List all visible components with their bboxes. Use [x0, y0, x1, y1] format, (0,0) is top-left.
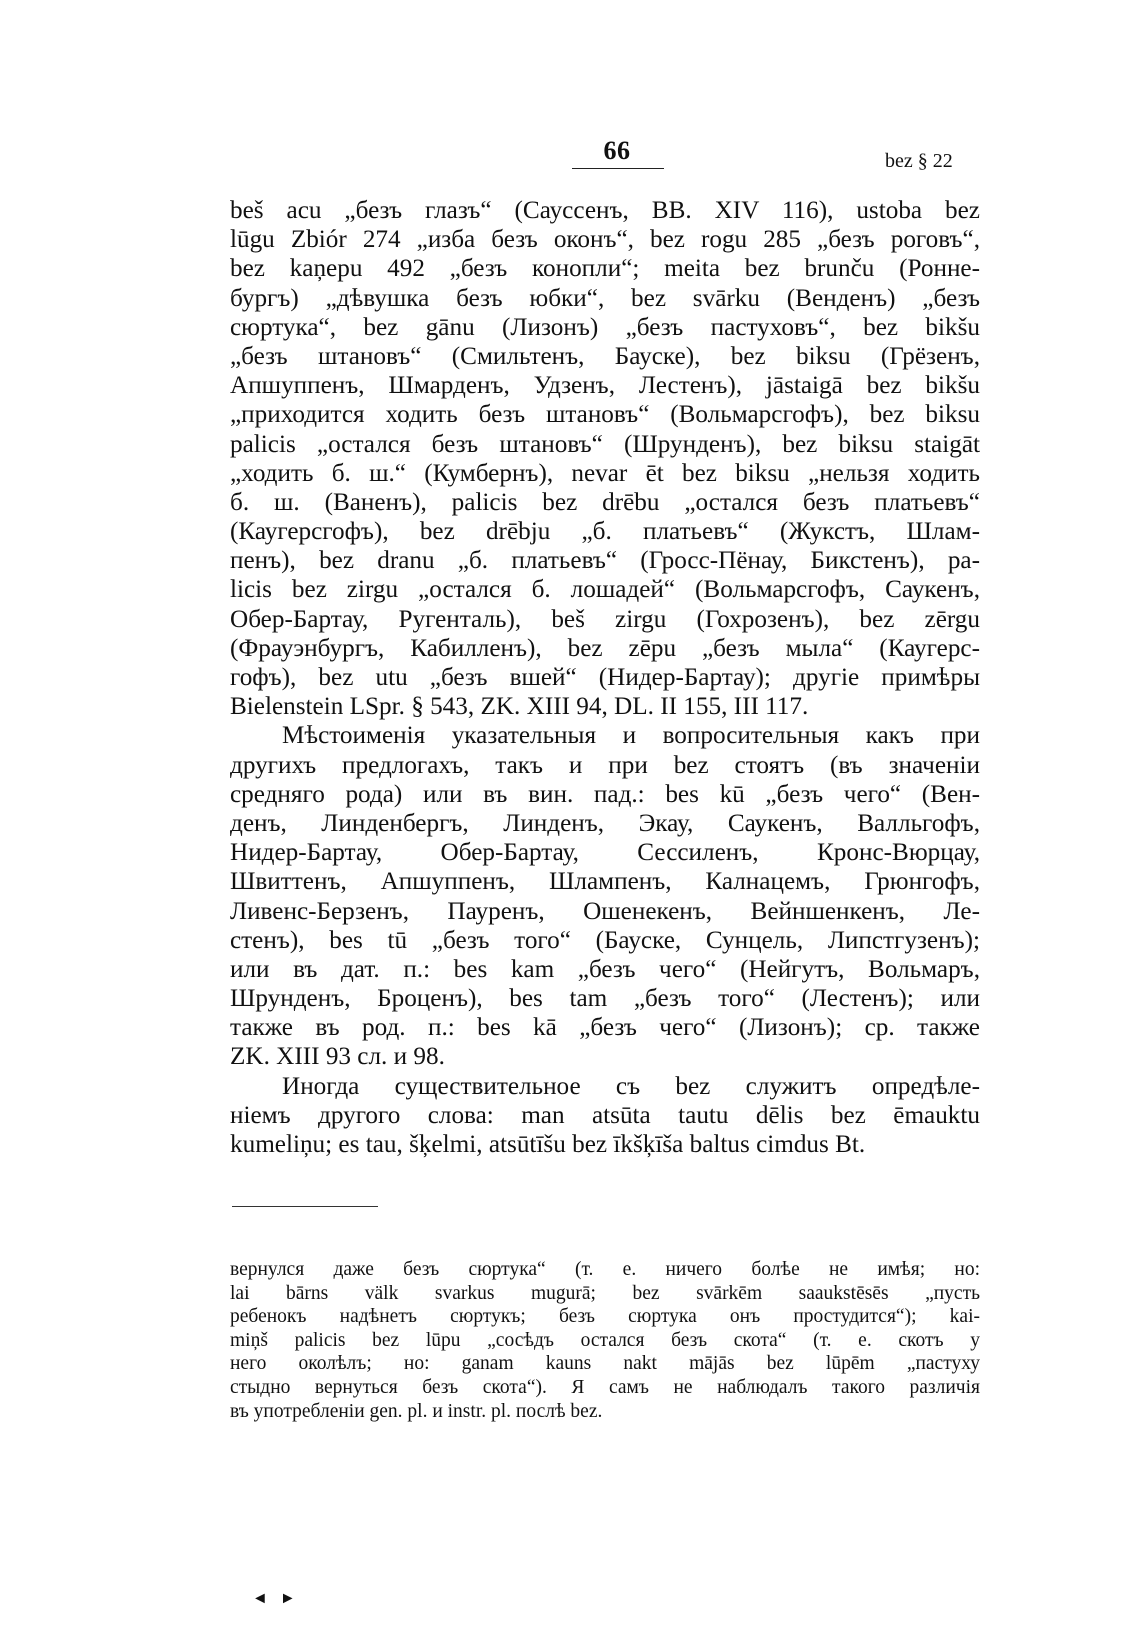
text-line: „безъ штановъ“ (Смильтенъ, Бауске), bez biksu (Грёзенъ,: [230, 342, 980, 370]
footnote-line: miņš palicis bez lūpu „сосѣдъ остался безъ скота“ (т. е. скотъ у: [230, 1329, 980, 1351]
text-line: „ходить б. ш.“ (Кумбернъ), nevar ēt bez biksu „нельзя ходить: [230, 459, 980, 487]
text-line: beš acu „безъ глазъ“ (Сауссенъ, BB. XIV 116), ustoba bez: [230, 197, 980, 224]
main-text: [230, 196, 980, 1159]
footnote-line: стыдно вернуться безъ скота“). Я самъ не наблюдалъ такого различія: [230, 1376, 980, 1398]
text-line: (Фрауэнбургъ, Кабилленъ), bez zēpu „безъ мыла“ (Каугерс-: [230, 634, 980, 662]
page-nav-arrows-icon: ◄ ►: [252, 1590, 300, 1607]
text-line: Обер-Бартау, Ругенталь), beš zirgu (Гохрозенъ), bez zērgu: [230, 605, 980, 633]
text-line: Нидер-Бартау, Обер-Бартау, Сессиленъ, Кронс-Вюрцау,: [230, 839, 980, 867]
text-line: „приходится ходить безъ штановъ“ (Вольмарсгофъ), bez biksu: [230, 401, 980, 429]
text-line: palicis „остался безъ штановъ“ (Шрунденъ), bez biksu staigāt: [230, 430, 980, 458]
text-line: Мѣстоименія указательныя и вопросительныя какъ при: [282, 722, 980, 750]
page-number: 66: [603, 136, 631, 165]
text-line: Апшуппенъ, Шмарденъ, Удзенъ, Лестенъ), jāstaigā bez bikšu: [230, 372, 980, 400]
text-line: денъ, Линденбергъ, Линденъ, Экау, Саукенъ, Валльгофъ,: [230, 809, 980, 837]
footnote-line: него околѣлъ; но: ganam kauns nakt mājās bez lūpēm „пастуху: [230, 1353, 980, 1375]
text-line: kumeliņu; es tau, šķelmi, atsūtīšu bez īkšķīša baltus cimdus Bt.: [230, 1131, 866, 1158]
text-line: Ливенс-Берзенъ, Пауренъ, Ошенекенъ, Вейншенкенъ, Ле-: [230, 897, 980, 925]
footnote-line: въ употребленіи gen. pl. и instr. pl. послѣ bez.: [230, 1400, 603, 1422]
text-line: Bielenstein LSpr. § 543, ZK. XIII 94, DL. II 155, III 117.: [230, 693, 809, 721]
text-line: bez kaņepu 492 „безъ конопли“; meita bez brunču (Ронне-: [230, 255, 980, 283]
text-line: стенъ), bes tū „безъ того“ (Бауске, Сунцель, Липстгузенъ);: [230, 926, 980, 954]
text-line: ZK. XIII 93 сл. и 98.: [230, 1043, 445, 1071]
footnote-rule: [232, 1206, 378, 1207]
text-line: также въ род. п.: bes kā „безъ чего“ (Лизонъ); ср. также: [230, 1014, 980, 1042]
footnote: [230, 1258, 980, 1423]
text-line: Иногда существительное съ bez служитъ опредѣле-: [282, 1072, 980, 1100]
footnote-line: вернулся даже безъ сюртука“ (т. е. ничего болѣе не имѣя; но:: [230, 1259, 980, 1280]
text-line: пенъ), bez dranu „б. платьевъ“ (Гросс-Пёнау, Бикстенъ), pa-: [230, 547, 980, 575]
text-line: другихъ предлогахъ, такъ и при bez стоятъ (въ значеніи: [230, 751, 980, 779]
text-line: гофъ), bez utu „безъ вшей“ (Нидер-Бартау); другіе примѣры: [230, 664, 980, 691]
footnote-line: lai bārns välk svarkus mugurā; bez svārkēm saaukstēsēs „пусть: [230, 1282, 980, 1304]
page-number-rule: [572, 168, 664, 169]
text-line: бургъ) „дѣвушка безъ юбки“, bez svārku (Венденъ) „безъ: [230, 284, 980, 312]
text-line: Шрунденъ, Броценъ), bes tam „безъ того“ (Лестенъ); или: [230, 985, 980, 1013]
text-line: licis bez zirgu „остался б. лошадей“ (Вольмарсгофъ, Саукенъ,: [230, 576, 980, 604]
text-line: или въ дат. п.: bes kam „безъ чего“ (Нейгутъ, Вольмаръ,: [230, 955, 980, 983]
running-head: bez § 22: [885, 150, 953, 172]
text-line: ніемъ другого слова: man atsūta tautu dēlis bez ēmauktu: [230, 1101, 980, 1129]
footnote-line: ребенокъ надѣнетъ сюртукъ; безъ сюртука онъ простудится“); kai-: [230, 1306, 980, 1328]
text-line: средняго рода) или въ вин. пад.: bes kū „безъ чего“ (Вен-: [230, 780, 980, 808]
text-line: сюртука“, bez gānu (Лизонъ) „безъ пастуховъ“, bez bikšu: [230, 313, 980, 341]
text-line: (Каугерсгофъ), bez drēbju „б. платьевъ“ (Жукстъ, Шлам-: [230, 518, 980, 546]
text-line: Швиттенъ, Апшуппенъ, Шлампенъ, Калнацемъ, Грюнгофъ,: [230, 868, 980, 896]
text-line: lūgu Zbiór 274 „изба безъ оконъ“, bez rogu 285 „безъ роговъ“,: [230, 226, 980, 254]
text-line: б. ш. (Ваненъ), palicis bez drēbu „остался безъ платьевъ“: [230, 488, 980, 516]
